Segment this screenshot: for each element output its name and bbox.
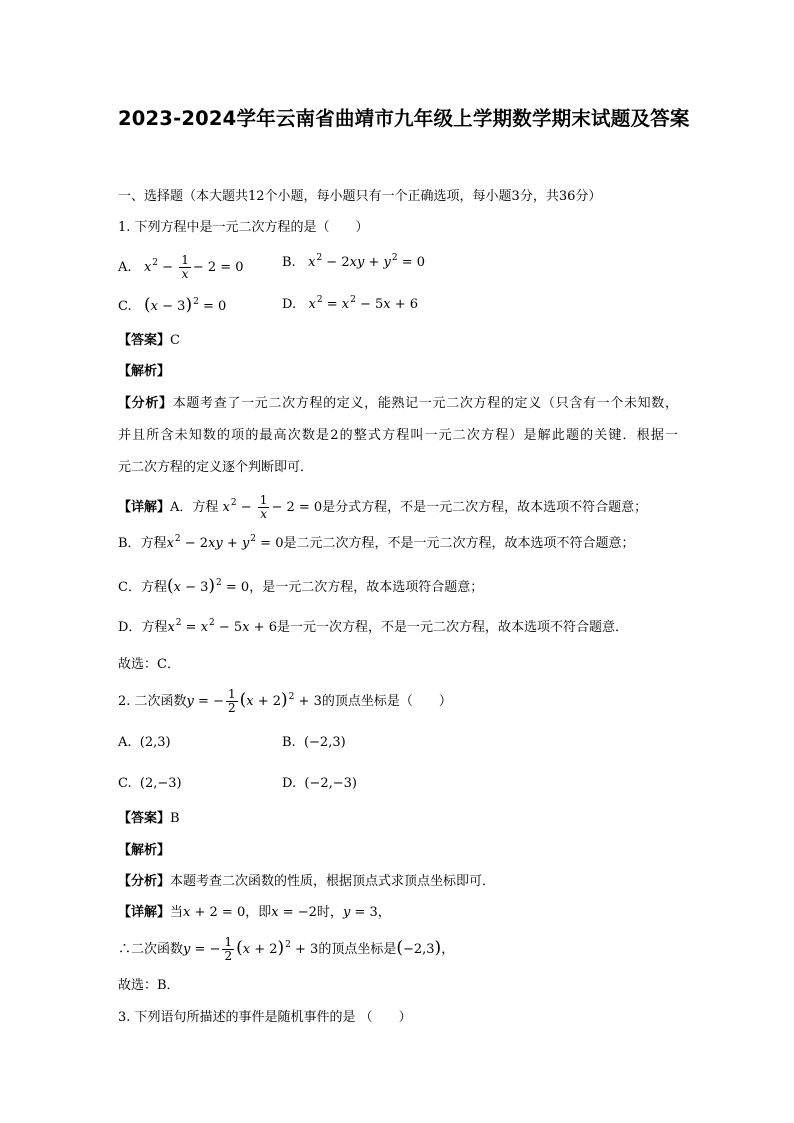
question-3-stem: 3. 下列语句所描述的事件是随机事件的是 （ ） [118, 1010, 412, 1025]
q1-choose: 故选：C． [118, 657, 180, 672]
q1-option-b: B. $x^2 - 2xy + y^2 = 0$ [282, 253, 425, 270]
q2-option-a-value: (2,3) [139, 735, 171, 750]
q2-detail-line-1: 【详解】当x + 2 = 0，即x = −2时，y = 3， [118, 905, 391, 920]
detail-tag: 【详解】 [118, 500, 171, 515]
q2-option-d [282, 775, 357, 793]
question-1-stem: 1. 下列方程中是一元二次方程的是（ ） [118, 220, 369, 235]
q1-option-d-label: D. [282, 297, 297, 312]
q1-detail-c: C．方程$(x - 3)^2 = 0$，是一元二次方程，故本选项符合题意； [118, 576, 484, 596]
q1-option-a: A. $x^2$ − $\frac{1}{x}$ − 2 = 0 [118, 253, 244, 281]
q2-answer [118, 810, 180, 828]
q1-analysis-line-2: 并且所含未知数的项的最高次数是2的整式方程叫一元二次方程）是解此题的关键．根据一 [118, 428, 678, 443]
answer-value: C [170, 333, 180, 348]
analysis-tag: 【分析】 [118, 874, 171, 889]
analysis-text: 本题考查了一元二次方程的定义，能熟记一元二次方程的定义（只含有一个未知数， [172, 396, 678, 411]
detail-text: ∴二次函数 [118, 942, 184, 957]
section-heading: 一、选择题（本大题共12个小题，每小题只有一个正确选项，每小题3分，共36分） [118, 189, 602, 204]
detail-text: ，即 [245, 905, 272, 920]
detail-a-suffix: 是分式方程，不是一元二次方程，故本选项不符合题意； [322, 500, 648, 515]
q2-option-b-value: (−2,3) [303, 735, 346, 750]
answer-tag: 【答案】 [118, 333, 171, 348]
q1-jiexi-tag: 【解析】 [118, 364, 171, 379]
detail-text: 当 [170, 905, 184, 920]
analysis-tag: 【分析】 [118, 396, 173, 411]
q2-option-b [282, 734, 346, 752]
question-2-stem: 2. 二次函数y = − $\frac{1}{2}$ $(x + 2)^2 + 3$的顶点坐标是（ ） [118, 687, 452, 715]
q2-option-d-value: (−2,−3) [304, 776, 357, 791]
answer-tag: 【答案】 [118, 811, 171, 826]
answer-value: B [170, 811, 180, 826]
detail-b-suffix: 是二元二次方程，不是一元二次方程，故本选项不符合题意； [283, 536, 635, 551]
q1-detail-d: D．方程$x^2 = x^2 - 5x + 6$是一元一次方程，不是一元二次方程，故本选项不符合题意． [118, 618, 628, 635]
page-title: 2023-2024学年云南省曲靖市九年级上学期数学期末试题及答案 [118, 107, 690, 130]
q1-option-c-label: C. [118, 299, 132, 314]
q1-option-d: D. $x^2 = x^2 - 5x + 6$ [282, 295, 419, 312]
q2-jiexi-tag: 【解析】 [118, 843, 171, 858]
q2-analysis [118, 873, 495, 891]
q2-option-a-label: A. [118, 735, 132, 750]
q1-option-a-label: A. [118, 260, 132, 275]
detail-c-prefix: C．方程 [118, 580, 167, 595]
detail-text: 的顶点坐标是 [318, 942, 397, 957]
q2-choose: 故选：B． [118, 978, 180, 993]
q1-answer [118, 332, 180, 350]
detail-a-prefix: A．方程 [170, 500, 219, 515]
q1-detail-b: B．方程$x^2 - 2xy + y^2 = 0$是二元二次方程，不是一元二次方程，故本选项不符合题意； [118, 534, 635, 551]
detail-d-prefix: D．方程 [118, 620, 168, 635]
q2-option-c [118, 775, 182, 793]
detail-b-prefix: B．方程 [118, 536, 167, 551]
q2-stem-prefix: 2. 二次函数 [118, 694, 187, 709]
detail-text: ， [441, 942, 455, 957]
q1-option-c: C. $(x - 3)^2 = 0$ [118, 295, 227, 315]
q1-option-b-label: B. [282, 255, 296, 270]
q2-option-d-label: D. [282, 776, 297, 791]
detail-tag: 【详解】 [118, 905, 171, 920]
q1-analysis-line-1 [118, 395, 678, 413]
q2-option-b-label: B. [282, 735, 296, 750]
q1-detail-a: 【详解】A．方程 $x^2$ − $\frac{1}{x}$ − 2 = 0是分式方程，不是一元二次方程，故本选项不符合题意； [118, 493, 648, 521]
q1-analysis-line-3: 元二次方程的定义逐个判断即可． [118, 460, 314, 475]
q2-option-a [118, 734, 171, 752]
detail-text: ， [377, 905, 391, 920]
detail-c-suffix: ，是一元二次方程，故本选项符合题意； [249, 580, 484, 595]
analysis-text: 本题考查二次函数的性质，根据顶点式求顶点坐标即可． [170, 874, 496, 889]
q2-stem-suffix: 的顶点坐标是（ ） [321, 694, 452, 709]
detail-text: 时， [316, 905, 343, 920]
q2-option-c-value: (2,−3) [139, 776, 182, 791]
q2-option-c-label: C. [118, 776, 132, 791]
q2-detail-line-2: ∴二次函数y = − $\frac{1}{2}$ $(x + 2)^2 + 3$的顶点坐标是(−2,3)， [118, 935, 455, 963]
detail-d-suffix: 是一元一次方程，不是一元二次方程，故本选项不符合题意． [276, 620, 628, 635]
